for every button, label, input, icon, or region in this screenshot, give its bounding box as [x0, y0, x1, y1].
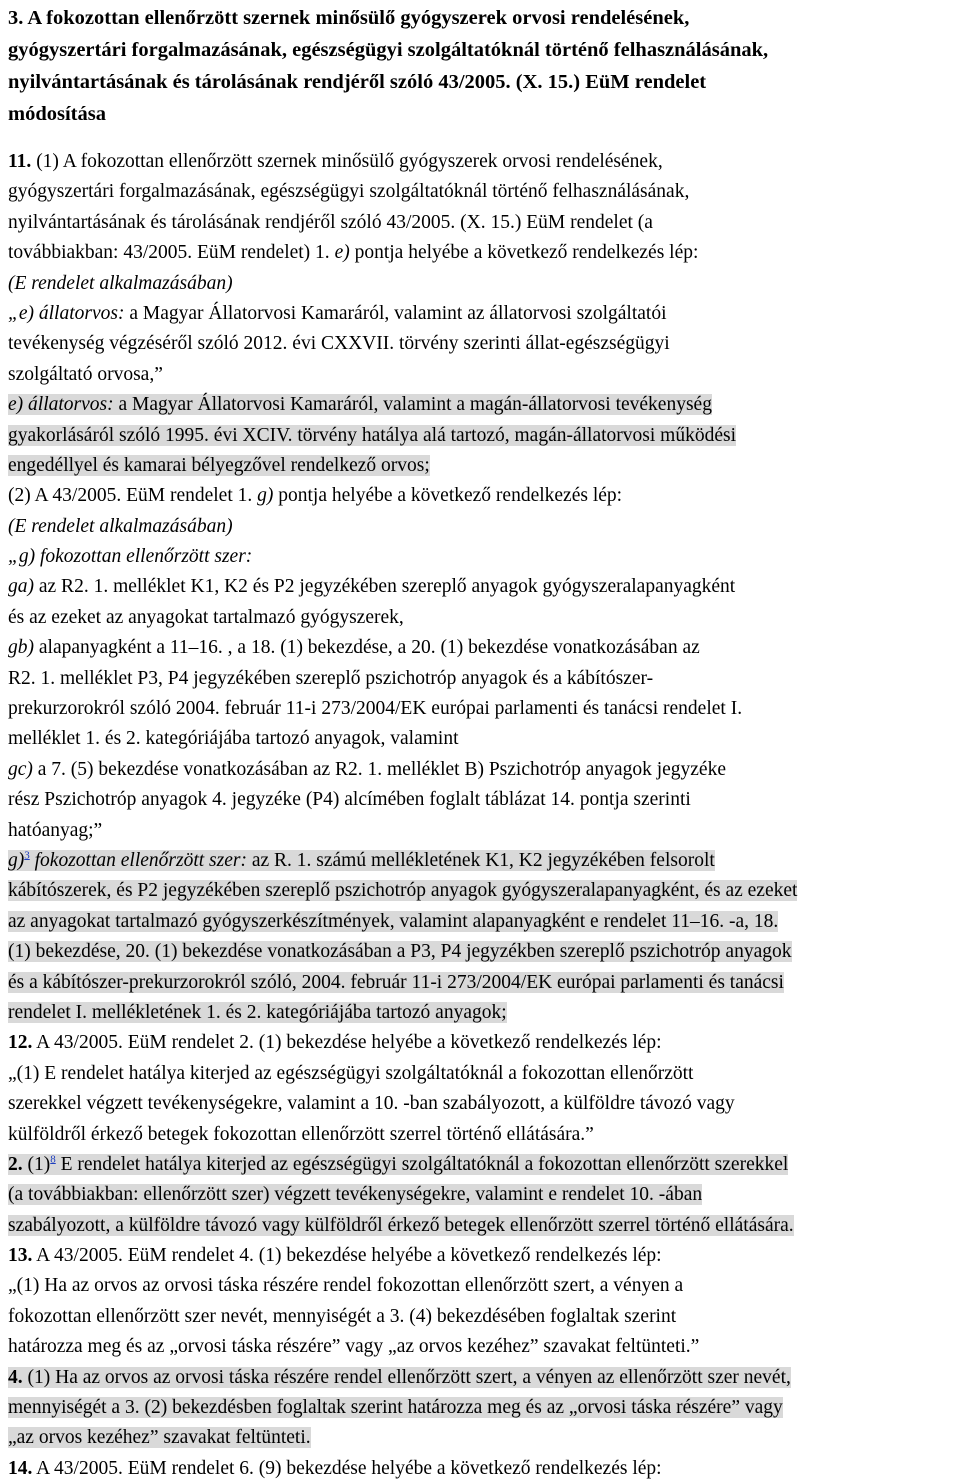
text-segment: az anyagokat tartalmazó gyógyszerkészítmények, valamint alapanyagként e rendelet 11–16. -a, 18. [8, 910, 779, 932]
text-line [8, 1120, 952, 1150]
text-line [8, 1332, 952, 1362]
highlighted-text [8, 455, 430, 476]
line-text [8, 242, 698, 263]
text-segment: A 43/2005. EüM rendelet 4. (1) bekezdése helyébe a következő rendelkezés lép: [32, 1245, 662, 1267]
line-text [8, 728, 459, 749]
text-line [8, 1454, 952, 1484]
text-line [8, 329, 952, 359]
text-segment: ga) [8, 576, 34, 598]
line-text [8, 607, 404, 628]
text-segment: szabályozott, a külföldre távozó vagy külföldről érkező betegek ellenőrzött szerrel történő ellátására. [8, 1214, 794, 1236]
text-line [8, 269, 952, 299]
highlighted-text [8, 850, 715, 871]
text-segment: pontja helyébe a következő rendelkezés lép: [273, 485, 623, 507]
line-text [8, 1458, 662, 1479]
section-heading [8, 0, 952, 130]
text-line [8, 481, 952, 511]
text-segment: szolgáltató orvosa,” [8, 363, 163, 385]
line-text [8, 1032, 662, 1053]
text-segment: rész Pszichotróp anyagok 4. jegyzéke (P4) alcímében foglalt táblázat 14. pontja szerinti [8, 789, 691, 811]
text-line [8, 1089, 952, 1119]
section-number: 13. [8, 1245, 33, 1267]
text-segment: nyilvántartásának és tárolásának rendjéről szóló 43/2005. (X. 15.) EüM rendelet (a [8, 211, 653, 233]
line-text [8, 364, 163, 385]
text-segment: „e) állatorvos: [8, 302, 125, 324]
text-line [8, 1059, 952, 1089]
highlighted-text [8, 880, 797, 901]
text-segment: (E rendelet alkalmazásában) [8, 515, 233, 537]
line-text [8, 789, 691, 810]
heading-line: módosítása [8, 103, 106, 125]
highlighted-text [8, 1397, 783, 1418]
text-segment: g) [257, 485, 274, 507]
text-line [8, 816, 952, 846]
text-line [8, 1180, 952, 1210]
highlighted-text [8, 972, 784, 993]
text-segment: gb) [8, 637, 34, 659]
line-text [8, 333, 670, 354]
line-text [8, 637, 700, 658]
text-segment: E rendelet hatálya kiterjed az egészségügyi szolgáltatóknál a fokozottan ellenőrzött szerekkel [55, 1153, 789, 1175]
line-text [8, 546, 252, 567]
highlighted-text [8, 911, 778, 932]
text-line [8, 1150, 952, 1180]
line-text [8, 1336, 699, 1357]
text-segment: e) [334, 242, 350, 264]
text-segment: fokozottan ellenőrzött szer nevét, mennyiségét a 3. (4) bekezdésében foglaltak szerint [8, 1305, 677, 1327]
text-segment: „(1) Ha az orvos az orvosi táska részére rendel fokozottan ellenőrzött szert, a vényen a [8, 1275, 684, 1297]
text-line [8, 542, 952, 572]
text-segment: „g) fokozottan ellenőrzött szer: [8, 546, 253, 568]
text-line [8, 846, 952, 876]
text-segment: (1) Ha az orvos az orvosi táska részére rendel ellenőrzött szert, a vényen az ellenőrzött szer nevét, [22, 1366, 791, 1388]
text-line [8, 998, 952, 1028]
text-line [8, 785, 952, 815]
text-segment: és a kábítószer-prekurzorokról szóló, 2004. február 11-i 273/2004/EK európai parlamenti és tanácsi [8, 971, 784, 993]
text-line [8, 1028, 952, 1058]
text-line [8, 147, 952, 177]
line-text [8, 759, 726, 780]
highlighted-text [8, 1427, 311, 1448]
text-segment: szerekkel végzett tevékenységekre, valamint a 10. -ban szabályozott, a külföldre távozó vagy [8, 1093, 735, 1115]
text-line [8, 937, 952, 967]
text-segment: és az ezeket az anyagokat tartalmazó gyógyszerek, [8, 606, 404, 628]
highlighted-text [8, 1002, 507, 1023]
text-segment: pontja helyébe a következő rendelkezés lép: [349, 242, 699, 264]
text-segment: melléklet 1. és 2. kategóriájába tartozó anyagok, valamint [8, 728, 459, 750]
text-segment: A 43/2005. EüM rendelet 2. (1) bekezdése helyébe a következő rendelkezés lép: [32, 1032, 662, 1054]
line-text [8, 698, 742, 719]
text-line [8, 1271, 952, 1301]
highlighted-text [8, 1215, 794, 1236]
highlighted-text [8, 394, 712, 415]
text-segment: mennyiségét a 3. (2) bekezdésben foglaltak szerint határozza meg és az „orvosi táska részére” vagy [8, 1397, 783, 1419]
footnote-link[interactable]: 8 [50, 1153, 56, 1166]
text-line [8, 755, 952, 785]
heading-line: 3. A fokozottan ellenőrzött szernek minősülő gyógyszerek orvosi rendelésének, [8, 7, 690, 29]
text-line [8, 724, 952, 754]
text-line [8, 1363, 952, 1393]
line-text [8, 668, 653, 689]
text-segment: g) [8, 849, 25, 871]
text-line [8, 1423, 952, 1453]
text-line [8, 451, 952, 481]
text-segment: (1) [22, 1153, 51, 1175]
text-segment: (E rendelet alkalmazásában) [8, 272, 233, 294]
text-line [8, 208, 952, 238]
section-number: 14. [8, 1457, 33, 1479]
text-segment: alapanyagként a 11–16. , a 18. (1) bekezdése, a 20. (1) bekezdése vonatkozásában az [34, 637, 700, 659]
text-segment: a Magyar Állatorvosi Kamaráról, valamint a magán-állatorvosi tevékenység [113, 394, 712, 416]
text-segment: határozza meg és az „orvosi táska részére” vagy „az orvos kezéhez” szavakat feltünteti.” [8, 1336, 700, 1358]
text-line [8, 876, 952, 906]
text-line [8, 1211, 952, 1241]
text-line [8, 1241, 952, 1271]
text-segment: kábítószerek, és P2 jegyzékében szereplő pszichotróp anyagok gyógyszeralapanyagként, és az ezeket [8, 880, 798, 902]
text-segment: R2. 1. melléklet P3, P4 jegyzékében szereplő pszichotróp anyagok és a kábítószer- [8, 667, 654, 689]
section-number: 12. [8, 1032, 33, 1054]
line-text [8, 1275, 683, 1296]
line-text [8, 576, 735, 597]
line-text [8, 820, 102, 841]
text-segment: hatóanyag;” [8, 819, 103, 841]
line-text [8, 1093, 735, 1114]
text-line [8, 664, 952, 694]
line-text [8, 516, 233, 537]
text-line [8, 1393, 952, 1423]
text-segment: (1) bekezdése, 20. (1) bekezdése vonatkozásában a P3, P4 jegyzékben szereplő pszichotróp anyagok [8, 941, 792, 963]
text-segment: engedéllyel és kamarai bélyegzővel rendelkező orvos; [8, 454, 430, 476]
line-text [8, 1063, 693, 1084]
text-line [8, 1302, 952, 1332]
highlighted-text [8, 425, 736, 446]
text-line [8, 421, 952, 451]
text-segment: gyógyszertári forgalmazásának, egészségügyi szolgáltatóknál történő felhasználásának, [8, 181, 690, 203]
text-segment: e) állatorvos: [8, 394, 114, 416]
text-segment: „az orvos kezéhez” szavakat feltünteti. [8, 1427, 311, 1449]
line-text [8, 303, 666, 324]
text-line [8, 603, 952, 633]
text-segment: az R2. 1. melléklet K1, K2 és P2 jegyzékében szereplő anyagok gyógyszeralapanyagként [34, 576, 736, 598]
heading-line: gyógyszertári forgalmazásának, egészségügyi szolgáltatóknál történő felhasználásának, [8, 39, 769, 61]
text-segment: a Magyar Állatorvosi Kamaráról, valamint az állatorvosi szolgáltatói [124, 302, 667, 324]
heading-line: nyilvántartásának és tárolásának rendjéről szóló 43/2005. (X. 15.) EüM rendelet [8, 71, 707, 93]
text-line [8, 238, 952, 268]
document-body [8, 147, 952, 1484]
text-segment: továbbiakban: 43/2005. EüM rendelet) 1. [8, 242, 335, 264]
text-line [8, 177, 952, 207]
text-segment: „(1) E rendelet hatálya kiterjed az egészségügyi szolgáltatóknál a fokozottan ellenőrzött [8, 1062, 694, 1084]
text-line [8, 694, 952, 724]
text-line [8, 390, 952, 420]
text-line [8, 633, 952, 663]
text-segment: rendelet I. mellékletének 1. és 2. kategóriájába tartozó anyagok; [8, 1001, 507, 1023]
highlighted-text [8, 1367, 791, 1388]
text-line [8, 907, 952, 937]
text-line [8, 360, 952, 390]
footnote-link[interactable]: 3 [24, 849, 30, 862]
text-line [8, 299, 952, 329]
text-segment: gyakorlásáról szóló 1995. évi XCIV. törvény hatálya alá tartozó, magán-állatorvosi működési [8, 424, 736, 446]
text-segment: (a továbbiakban: ellenőrzött szer) végzett tevékenységekre, valamint e rendelet 10. -ában [8, 1184, 703, 1206]
text-segment: fokozottan ellenőrzött szer: [29, 849, 247, 871]
line-text [8, 273, 233, 294]
highlighted-text [8, 1154, 788, 1175]
line-text [8, 1306, 676, 1327]
text-segment: (1) A fokozottan ellenőrzött szernek minősülő gyógyszerek orvosi rendelésének, [31, 151, 663, 172]
text-segment: az R. 1. számú mellékletének K1, K2 jegyzékében felsorolt [246, 849, 715, 871]
text-line [8, 512, 952, 542]
section-number: 11. [8, 151, 32, 172]
text-segment: gc) [8, 758, 33, 780]
line-text [8, 485, 622, 506]
text-segment: A 43/2005. EüM rendelet 6. (9) bekezdése helyébe a következő rendelkezés lép: [32, 1457, 662, 1479]
text-segment: (2) A 43/2005. EüM rendelet 1. [8, 485, 258, 507]
line-text [8, 181, 689, 202]
text-segment: a 7. (5) bekezdése vonatkozásában az R2. 1. melléklet B) Pszichotróp anyagok jegyzéke [32, 758, 726, 780]
line-text [8, 151, 663, 172]
section-number: 4. [8, 1366, 23, 1388]
line-text [8, 212, 653, 233]
line-text [8, 1245, 662, 1266]
text-segment: tevékenység végzéséről szóló 2012. évi CXXVII. törvény szerinti állat-egészségügyi [8, 333, 670, 355]
text-segment: külföldről érkező betegek fokozottan ellenőrzött szerrel történő ellátására.” [8, 1123, 594, 1145]
text-line [8, 572, 952, 602]
section-number: 2. [8, 1153, 23, 1175]
highlighted-text [8, 1184, 702, 1205]
highlighted-text [8, 941, 792, 962]
line-text [8, 1124, 594, 1145]
text-line [8, 968, 952, 998]
text-segment: prekurzorokról szóló 2004. február 11-i 273/2004/EK európai parlamenti és tanácsi rendelet I. [8, 698, 743, 720]
